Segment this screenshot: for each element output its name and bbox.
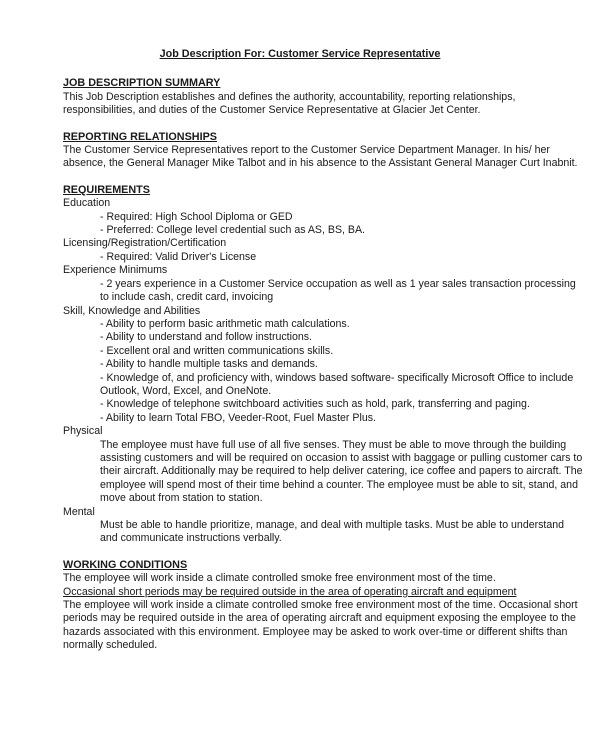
list-item: - 2 years experience in a Customer Service occupation as well as 1 year sales transaction processing to include cash, credit card, invoicing (100, 277, 576, 304)
document-page (63, 48, 583, 666)
working-conditions-line2: Occasional short periods may be required outside in the area of operating aircraft and equipment (63, 585, 517, 598)
list-item: - Knowledge of telephone switchboard activities such as hold, park, transferring and paging. (100, 398, 530, 411)
reporting-text: The Customer Service Representatives report to the Customer Service Department Manager. In his/ her absence, the General Manager Mike Talbot and in his absence to the Assistant General Manager Curt Inabnit. (63, 144, 578, 170)
working-conditions-heading: WORKING CONDITIONS (63, 558, 188, 571)
reporting-heading: REPORTING RELATIONSHIPS (63, 130, 217, 143)
experience-list (63, 278, 583, 305)
summary-section (63, 77, 583, 117)
document-title: Job Description For: Customer Service Representative (159, 48, 441, 60)
mental-label: Mental (63, 505, 95, 518)
requirements-heading: REQUIREMENTS (63, 183, 150, 196)
experience-label: Experience Minimums (63, 264, 168, 277)
education-label: Education (63, 197, 111, 210)
working-conditions-section (63, 559, 583, 653)
list-item: - Excellent oral and written communications skills. (100, 344, 334, 357)
list-item: - Ability to handle multiple tasks and demands. (100, 358, 318, 371)
summary-text: This Job Description establishes and defines the authority, accountability, reporting relationships, responsibilities, and duties of the Customer Service Representative at Glacier Jet Center. (63, 90, 516, 117)
list-item: - Required: High School Diploma or GED (100, 210, 293, 223)
licensing-label: Licensing/Registration/Certification (63, 237, 227, 250)
mental-text: Must be able to handle prioritize, manage, and deal with multiple tasks. Must be able to understand and communicate instructions verbally. (100, 519, 565, 545)
list-item: - Ability to learn Total FBO, Veeder-Root, Fuel Master Plus. (100, 411, 376, 424)
list-item: - Knowledge of, and proficiency with, windows based software- specifically Microsoft Office to include Outlook, Word, Excel, and OneNote. (100, 371, 574, 397)
requirements-section (63, 184, 583, 546)
physical-label: Physical (63, 425, 103, 438)
skills-label: Skill, Knowledge and Abilities (63, 304, 201, 317)
list-item: - Required: Valid Driver's License (100, 250, 257, 263)
skills-list (63, 318, 583, 425)
reporting-section (63, 131, 583, 171)
education-list (63, 211, 583, 238)
working-conditions-line1: The employee will work inside a climate controlled smoke free environment most of the time. (63, 572, 496, 585)
licensing-list (63, 251, 583, 264)
list-item: - Ability to understand and follow instructions. (100, 331, 312, 344)
summary-heading: JOB DESCRIPTION SUMMARY (63, 77, 221, 90)
physical-text: The employee must have full use of all five senses. They must be able to move through the building assisting customers and will be required on occasion to assist with baggage or pulling customer cars to their aircraft. Additionally may be required to help deliver catering, ice coffee and papers to aircraft. The employee will spend most of their time behind a counter. The employee must be able to sit, stand, and move about from station to station. (100, 438, 583, 505)
list-item: - Ability to perform basic arithmetic math calculations. (100, 317, 350, 330)
working-conditions-text: The employee will work inside a climate controlled smoke free environment most of the time. Occasional short periods may be required outside in the area of operating aircraft and equipment exposing the employee to the hazards associated with this environment. Employee may be asked to work over-time or different shifts than normally scheduled. (63, 599, 578, 652)
list-item: - Preferred: College level credential such as AS, BS, BA. (100, 224, 365, 237)
